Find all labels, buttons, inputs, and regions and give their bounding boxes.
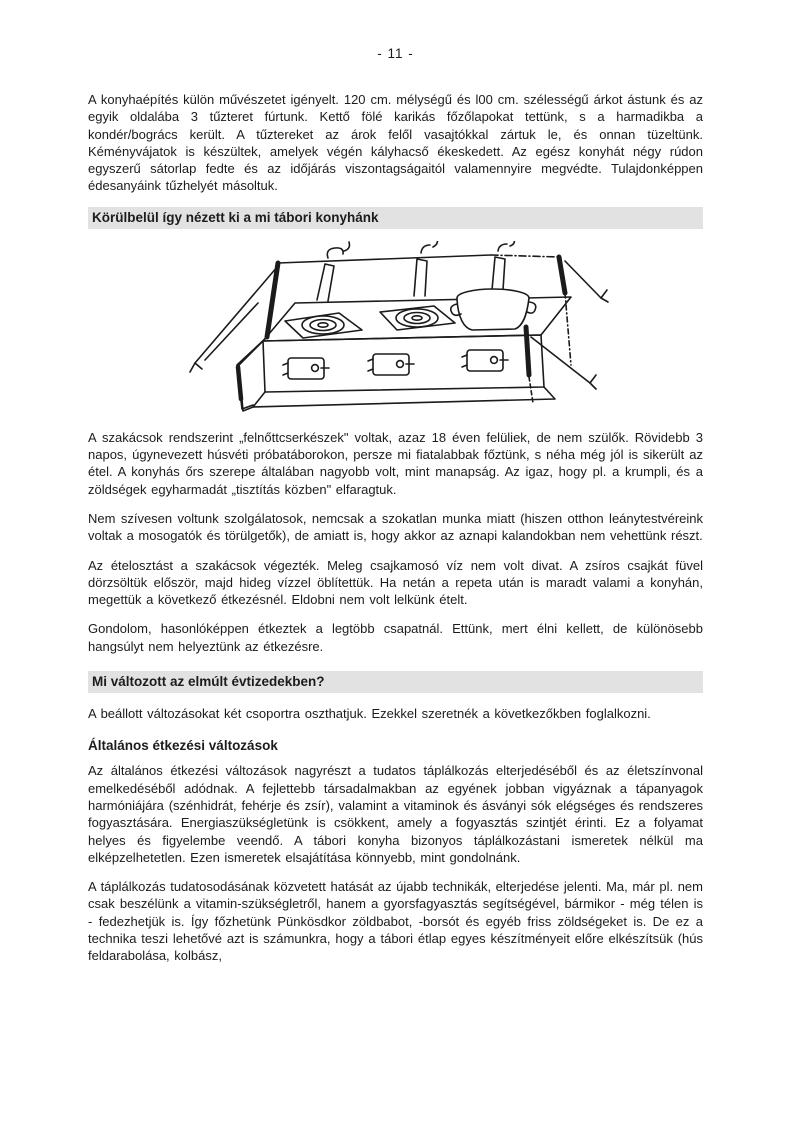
subheading-general-changes: Általános étkezési változások <box>88 738 278 754</box>
food-distribution-paragraph: Az ételosztást a szakácsok végezték. Meleg csajkamosó víz nem volt divat. A zsíros csajkát füvel dörzsöltük először, majd hideg vízzel öblítettük. Ha netán a repeta után is maradt valami a konyhán, megettük a következő étkezésnél. Eldobni nem volt lelkünk ételt. <box>88 557 703 608</box>
text-column <box>88 0 703 977</box>
page-number: - 11 - <box>377 46 414 61</box>
intro-paragraph: A konyhaépítés külön művészetet igényelt. 120 cm. mélységű és l00 cm. szélességű árkot ástunk és az egyik oldalába 3 tűzteret fúrtunk. Kettő fölé karikás főzőlapokat tettünk, s a harmadikba a kondér/bogrács került. A tűztereket az árok felől vasajtókkal zártuk le, és onnan tüzeltünk. Kéményvájatok is készültek, amelyek végén kályhacső ékeskedett. Az egész konyhát négy rúdon egyszerű sátorlap fedte és az időjárás viszontagságaitól valamennyire megvédte. Tulajdonképpen édesanyáink tűzhelyét másoltuk. <box>88 92 703 194</box>
camp-kitchen-illustration <box>88 241 703 419</box>
duty-paragraph: Nem szívesen voltunk szolgálatosok, nemcsak a szokatlan munka miatt (hiszen otthon leánytestvéreink voltak a mosogatók és törülgetők), de amiatt is, hogy akkor az aznapi kalandokban nem vehettünk részt. <box>88 510 703 544</box>
section-heading-kitchen: Körülbelül így nézett ki a mi tábori konyhánk <box>88 207 703 229</box>
techniques-paragraph: A táplálkozás tudatosodásának közvetett hatását az újabb technikák, elterjedése jelenti. Ma, már pl. nem csak beszélünk a vitamin-szükségletről, hanem a gyorsfagyasztás segítségével, bármikor - még télen is - fedezhetjük is. Így főzhetünk Pünkösdkor zöldbabot, -borsót és egyéb friss zöldségeket is. De ez a technika teszi lehetővé azt is számunkra, hogy a tábori étlap egyes készítményeit előre elkészítsük (hús feldarabolása, kolbász, <box>88 879 703 964</box>
eating-habits-paragraph: Gondolom, hasonlóképpen étkeztek a legtöbb csapatnál. Ettünk, mert élni kellett, de különösebb hangsúlyt nem helyeztünk az étkezésre. <box>88 621 703 654</box>
camp-kitchen-drawing <box>181 241 611 419</box>
cooks-paragraph: A szakácsok rendszerint „felnőttcserkészek" voltak, azaz 18 éven felüliek, de nem szülők. Rövidebb 3 napos, úgynevezett húsvéti próbatáborokon, persze mi fiatalabbak főztünk, s néha még jól is sikerült az étel. A konyhás őrs szerepe általában nagyobb volt, mint manapság. Az igaz, hogy pl. a krumpli, és a zöldségek egyharmadát „tisztítás közben" elfaragtuk. <box>88 429 703 497</box>
nutrition-paragraph: Az általános étkezési változások nagyrészt a tudatos táplálkozás elterjedéséből és az életszínvonal emelkedéséből adódnak. A fejlettebb társadalmakban az egyének jobban vigyáznak a tápanyagok harmóniájára (szénhidrát, fehérje és zsír), valamint a vitaminok és ásványi sók elégséges és rendszeres fogyasztására. Energiaszükségletünk is csökkent, amely a fogyasztás szintjét érinti. Ez a folyamat helyes és figyelembe veendő. A tábori konyha bizonyos táplálkozástani ismeretek nélkül ma elképzelhetetlen. Ezen ismeretek elsajátítása könnyebb, mint gondolnánk. <box>88 763 703 865</box>
section-heading-changes: Mi változott az elmúlt évtizedekben? <box>88 671 703 693</box>
changes-intro-paragraph: A beállott változásokat két csoportra oszthatjuk. Ezekkel szeretnék a következőkben foglalkozni. <box>88 706 651 722</box>
